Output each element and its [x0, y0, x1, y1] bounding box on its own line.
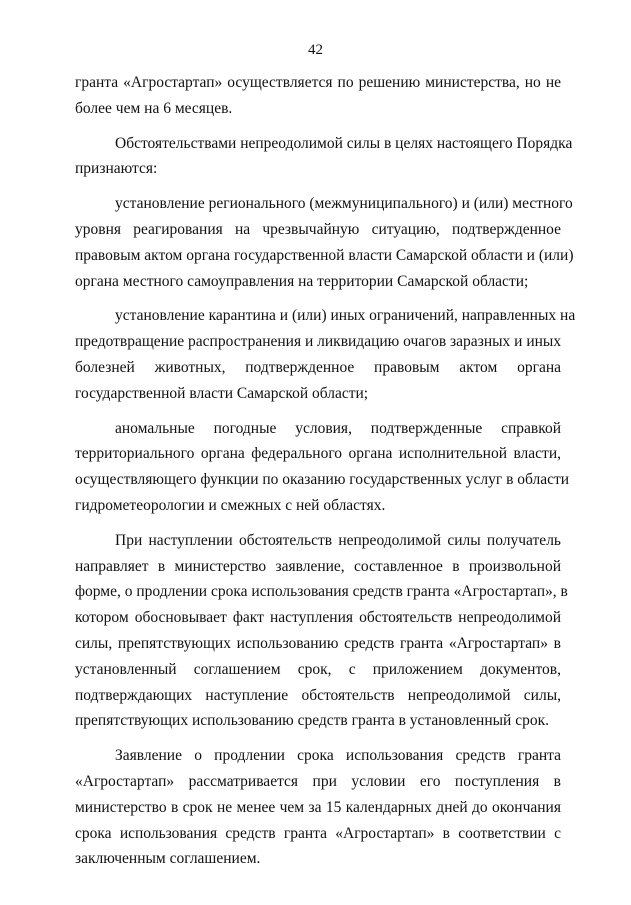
- paragraph-gap: [75, 182, 561, 191]
- document-body: [75, 70, 576, 872]
- paragraph-line: болезней животных, подтвержденное правовым актом органа: [75, 358, 561, 376]
- paragraph: [75, 131, 573, 183]
- paragraph-line: Заявление о продлении срока использования средств гранта: [115, 747, 561, 765]
- paragraph-gap: [75, 734, 561, 743]
- paragraph: [75, 528, 568, 734]
- paragraph-line: гранта «Агростартап» осуществляется по решению министерства, но не: [75, 74, 561, 91]
- paragraph-gap: [75, 519, 561, 528]
- paragraph-line: признаются:: [75, 160, 158, 178]
- paragraph-line: установление регионального (межмуниципального) и (или) местного: [115, 195, 573, 213]
- paragraph-line: более чем на 6 месяцев.: [75, 99, 233, 117]
- paragraph-line: правовым актом органа государственной власти Самарской области и (или): [75, 246, 574, 264]
- paragraph: [75, 70, 561, 122]
- paragraph: [75, 303, 576, 406]
- paragraph-line: гидрометеорологии и смежных с ней областях.: [75, 496, 386, 514]
- paragraph: [75, 743, 561, 872]
- paragraph-line: При наступлении обстоятельств непреодолимой силы получатель: [115, 531, 561, 549]
- paragraph-gap: [75, 407, 561, 416]
- paragraph-line: заключенным соглашением.: [75, 850, 261, 868]
- paragraph-line: «Агростартап» рассматривается при условии его поступления в: [75, 772, 561, 790]
- paragraph-line: срока использования средств гранта «Агростартап» в соответствии с: [75, 824, 561, 842]
- paragraph-line: предотвращение распространения и ликвидацию очагов заразных и иных: [75, 333, 562, 351]
- paragraph-line: уровня реагирования на чрезвычайную ситуацию, подтвержденное: [75, 220, 561, 238]
- paragraph: [75, 191, 574, 294]
- page-number: 42: [308, 42, 323, 58]
- paragraph-line: органа местного самоуправления на территории Самарской области;: [75, 272, 529, 290]
- paragraph-line: установление карантина и (или) иных ограничений, направленных на: [115, 307, 576, 325]
- paragraph-line: направляет в министерство заявление, составленное в произвольной: [75, 557, 561, 575]
- paragraph-line: аномальные погодные условия, подтвержденные справкой: [115, 419, 561, 437]
- paragraph-line: министерство в срок не менее чем за 15 календарных дней до окончания: [75, 798, 561, 816]
- paragraph-line: осуществляющего функции по оказанию государственных услуг в области: [75, 471, 570, 489]
- paragraph-line: территориального органа федерального органа исполнительной власти,: [75, 445, 561, 463]
- paragraph-line: котором обосновывает факт наступления обстоятельств непреодолимой: [75, 609, 561, 627]
- paragraph-line: государственной власти Самарской области;: [75, 384, 369, 402]
- paragraph-line: форме, о продлении срока использования средств гранта «Агростартап», в: [75, 583, 568, 601]
- paragraph-line: установленный соглашением срок, с приложением документов,: [75, 660, 561, 678]
- paragraph: [75, 416, 570, 519]
- paragraph-line: Обстоятельствами непреодолимой силы в целях настоящего Порядка: [115, 134, 573, 152]
- paragraph-line: препятствующих использованию средств гранта в установленный срок.: [75, 712, 550, 730]
- paragraph-gap: [75, 294, 561, 303]
- paragraph-gap: [75, 122, 561, 131]
- paragraph-line: силы, препятствующих использованию средств гранта «Агростартап» в: [75, 634, 561, 652]
- paragraph-line: подтверждающих наступление обстоятельств непреодолимой силы,: [75, 686, 561, 704]
